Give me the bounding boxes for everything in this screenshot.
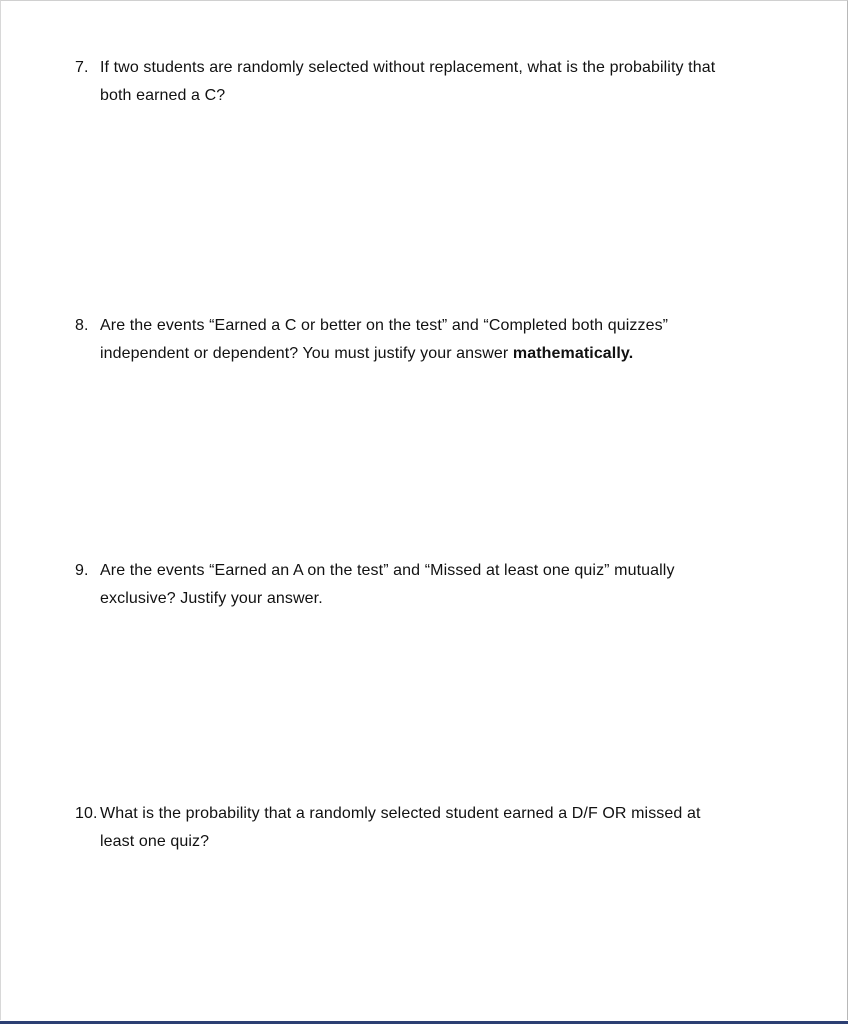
question-9-text-line-2: exclusive? Justify your answer.	[100, 590, 323, 607]
question-9-number: 9.	[75, 562, 89, 579]
question-9-line-1	[75, 557, 795, 585]
question-7	[75, 54, 795, 110]
question-8-period: .	[628, 345, 634, 362]
question-7-line-1	[75, 54, 795, 82]
question-7-text-line-2: both earned a C?	[100, 87, 226, 104]
question-9	[75, 557, 795, 613]
question-7-text-line-1: If two students are randomly selected without replacement, what is the probability that	[100, 59, 716, 76]
question-8-line-1	[75, 312, 795, 340]
question-8-number: 8.	[75, 317, 89, 334]
question-8-line-2	[75, 340, 795, 368]
question-10	[75, 800, 795, 856]
question-8-text-line-1: Are the events “Earned a C or better on the test” and “Completed both quizzes”	[100, 317, 669, 334]
question-8-text-line-2: independent or dependent? You must justify your answer	[100, 345, 513, 362]
question-8-emphasis: mathematically	[512, 345, 629, 362]
question-9-text-line-1: Are the events “Earned an A on the test” and “Missed at least one quiz” mutually	[100, 562, 675, 579]
question-8	[75, 312, 795, 368]
question-10-text-line-2: least one quiz?	[100, 833, 210, 850]
question-10-line-1	[75, 800, 795, 828]
question-10-number: 10.	[75, 805, 98, 822]
question-7-number: 7.	[75, 59, 89, 76]
question-10-text-line-1: What is the probability that a randomly selected student earned a D/F OR missed at	[100, 805, 701, 822]
